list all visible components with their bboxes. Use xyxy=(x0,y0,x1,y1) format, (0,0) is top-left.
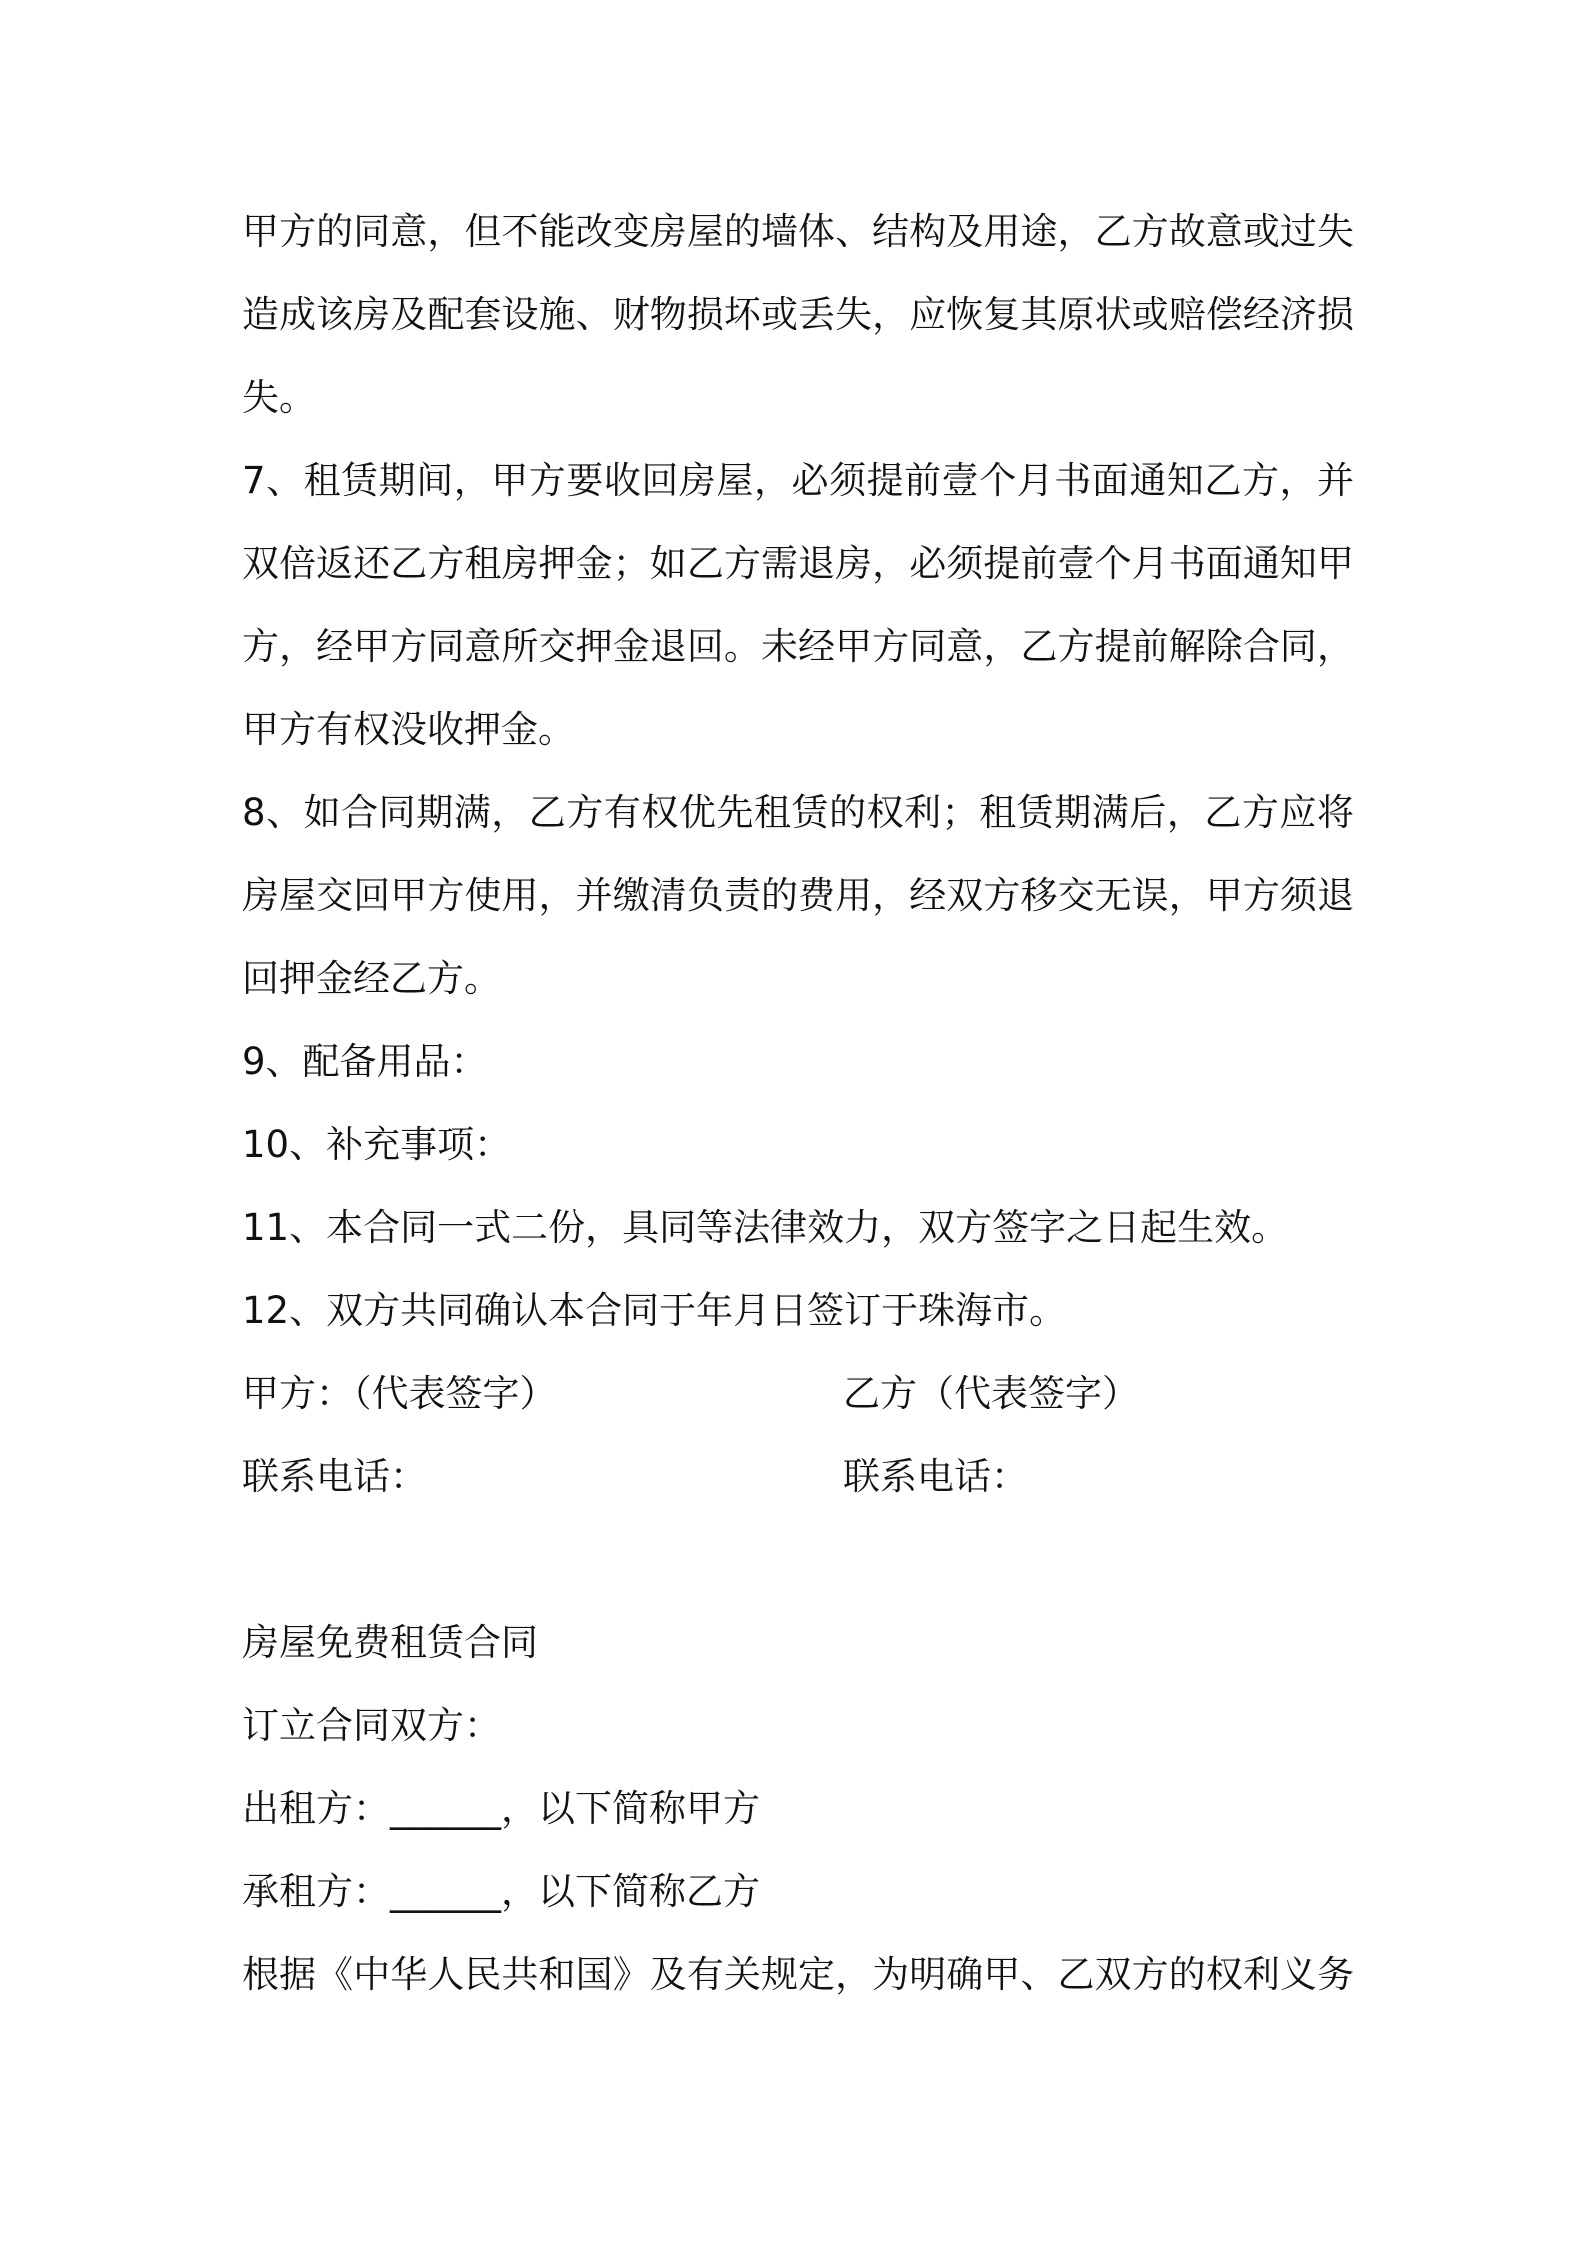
paragraph-8-line-3: 回押金经乙方。 xyxy=(242,957,501,1000)
lessee-line: 承租方：______，以下简称乙方 xyxy=(242,1870,760,1913)
contract-parties-heading: 订立合同双方： xyxy=(242,1704,501,1747)
paragraph-7-line-3: 方，经甲方同意所交押金退回。未经甲方同意，乙方提前解除合同， xyxy=(242,625,1354,668)
paragraph-7-line-4: 甲方有权没收押金。 xyxy=(242,708,575,751)
paragraph-7-line-2: 双倍返还乙方租房押金；如乙方需退房，必须提前壹个月书面通知甲 xyxy=(242,542,1354,585)
paragraph-6-line-2: 造成该房及配套设施、财物损坏或丢失，应恢复其原状或赔偿经济损 xyxy=(242,293,1354,336)
paragraph-6-line-3: 失。 xyxy=(242,376,316,419)
item-11: 11、本合同一式二份，具同等法律效力，双方签字之日起生效。 xyxy=(242,1206,1289,1249)
second-contract-title: 房屋免费租赁合同 xyxy=(242,1621,538,1664)
party-a-phone: 联系电话： xyxy=(242,1455,427,1498)
item-9: 9、配备用品： xyxy=(242,1040,488,1083)
party-b-signature: 乙方（代表签字） xyxy=(843,1372,1139,1415)
item-10: 10、补充事项： xyxy=(242,1123,512,1166)
paragraph-6-line-1: 甲方的同意，但不能改变房屋的墙体、结构及用途，乙方故意或过失 xyxy=(242,210,1354,253)
party-a-signature: 甲方：（代表签字） xyxy=(242,1372,557,1415)
paragraph-7-line-1: 7、租赁期间，甲方要收回房屋，必须提前壹个月书面通知乙方，并 xyxy=(242,459,1354,502)
paragraph-8-line-1: 8、如合同期满，乙方有权优先租赁的权利；租赁期满后，乙方应将 xyxy=(242,791,1354,834)
item-12: 12、双方共同确认本合同于年月日签订于珠海市。 xyxy=(242,1289,1067,1332)
lessor-line: 出租方：______，以下简称甲方 xyxy=(242,1787,760,1830)
party-b-phone: 联系电话： xyxy=(843,1455,1028,1498)
preamble-line-1: 根据《中华人民共和国》及有关规定，为明确甲、乙双方的权利义务 xyxy=(242,1953,1354,1996)
paragraph-8-line-2: 房屋交回甲方使用，并缴清负责的费用，经双方移交无误，甲方须退 xyxy=(242,874,1354,917)
